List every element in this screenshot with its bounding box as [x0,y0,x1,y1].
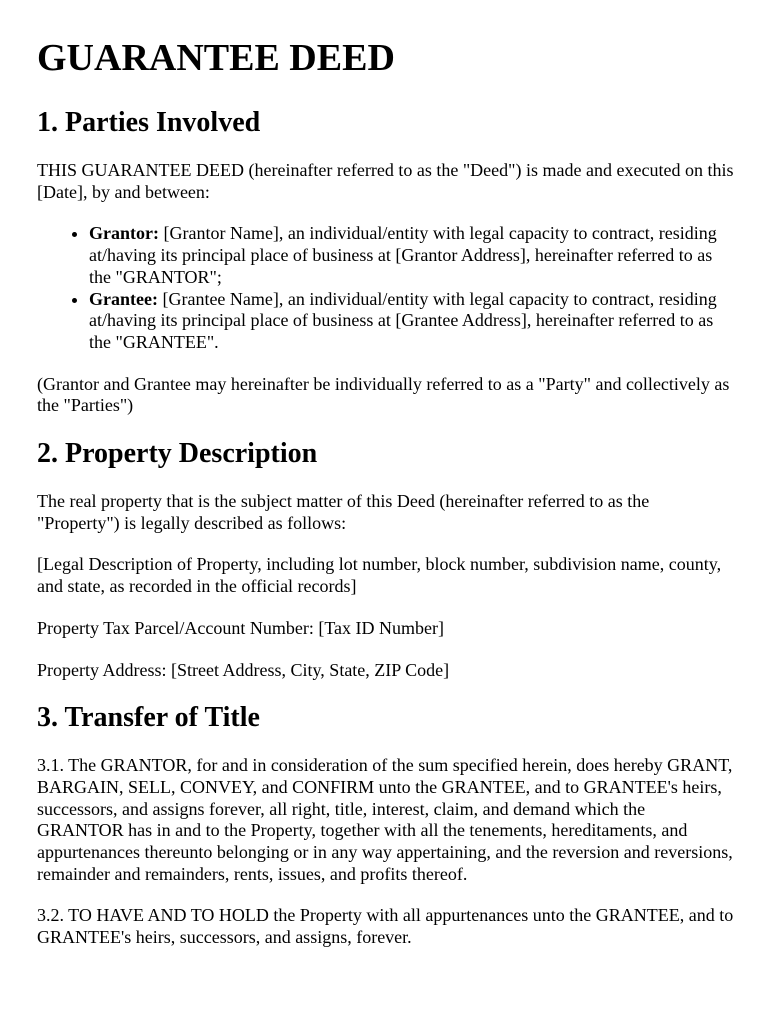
party-text: [Grantee Name], an individual/entity with legal capacity to contract, residing at/having its principal place of business at [Grantee Address], hereinafter referred to as the "GRANTEE". [89,288,717,352]
clause-3-2-paragraph: 3.2. TO HAVE AND TO HOLD the Property with all appurtenances unto the GRANTEE, and to GRANTEE's heirs, successors, and assigns, forever. [37,905,734,948]
parties-note-paragraph: (Grantor and Grantee may hereinafter be individually referred to as a "Party" and collectively as the "Parties") [37,373,730,416]
section-heading: 1. Parties Involved [37,107,261,138]
tax-parcel-paragraph: Property Tax Parcel/Account Number: [Tax ID Number] [37,617,445,638]
section-parties-involved [37,106,734,417]
property-intro-paragraph: The real property that is the subject matter of this Deed (hereinafter referred to as the "Property") is legally described as follows: [37,491,650,533]
property-address-paragraph: Property Address: [Street Address, City, State, ZIP Code] [37,659,450,680]
section-heading: 3. Transfer of Title [37,702,260,734]
party-label: Grantee: [89,288,158,309]
legal-description-paragraph: [Legal Description of Property, including lot number, block number, subdivision name, county, and state, as recorded in the official records] [37,554,722,597]
party-item-grantee [89,289,734,354]
document-title: GUARANTEE DEED [37,37,395,79]
party-item-grantor [89,223,734,288]
section-property-description [37,437,734,681]
clause-3-1-paragraph: 3.1. The GRANTOR, for and in consideration of the sum specified herein, does hereby GRANT, BARGAIN, SELL, CONVEY, and CONFIRM unto the GRANTEE, and to GRANTEE's heirs, successors, and assigns forever, all right, title, interest, claim, and demand which the GRANTOR has in and to the Property, together with all the tenements, hereditaments, and appurtenances thereunto belonging or in any way appertaining, and the reversion and reversions, remainder and remainders, rents, issues, and profits thereof. [37,755,733,884]
party-label: Grantor: [89,223,159,244]
parties-list [37,223,734,353]
section-transfer-of-title [37,701,734,949]
parties-intro-paragraph: THIS GUARANTEE DEED (hereinafter referred to as the "Deed") is made and executed on this [Date], by and between: [37,160,734,202]
section-heading: 2. Property Description [37,438,318,470]
party-text: [Grantor Name], an individual/entity with legal capacity to contract, residing at/having its principal place of business at [Grantor Address], hereinafter referred to as the "GRANTOR"; [89,223,717,287]
